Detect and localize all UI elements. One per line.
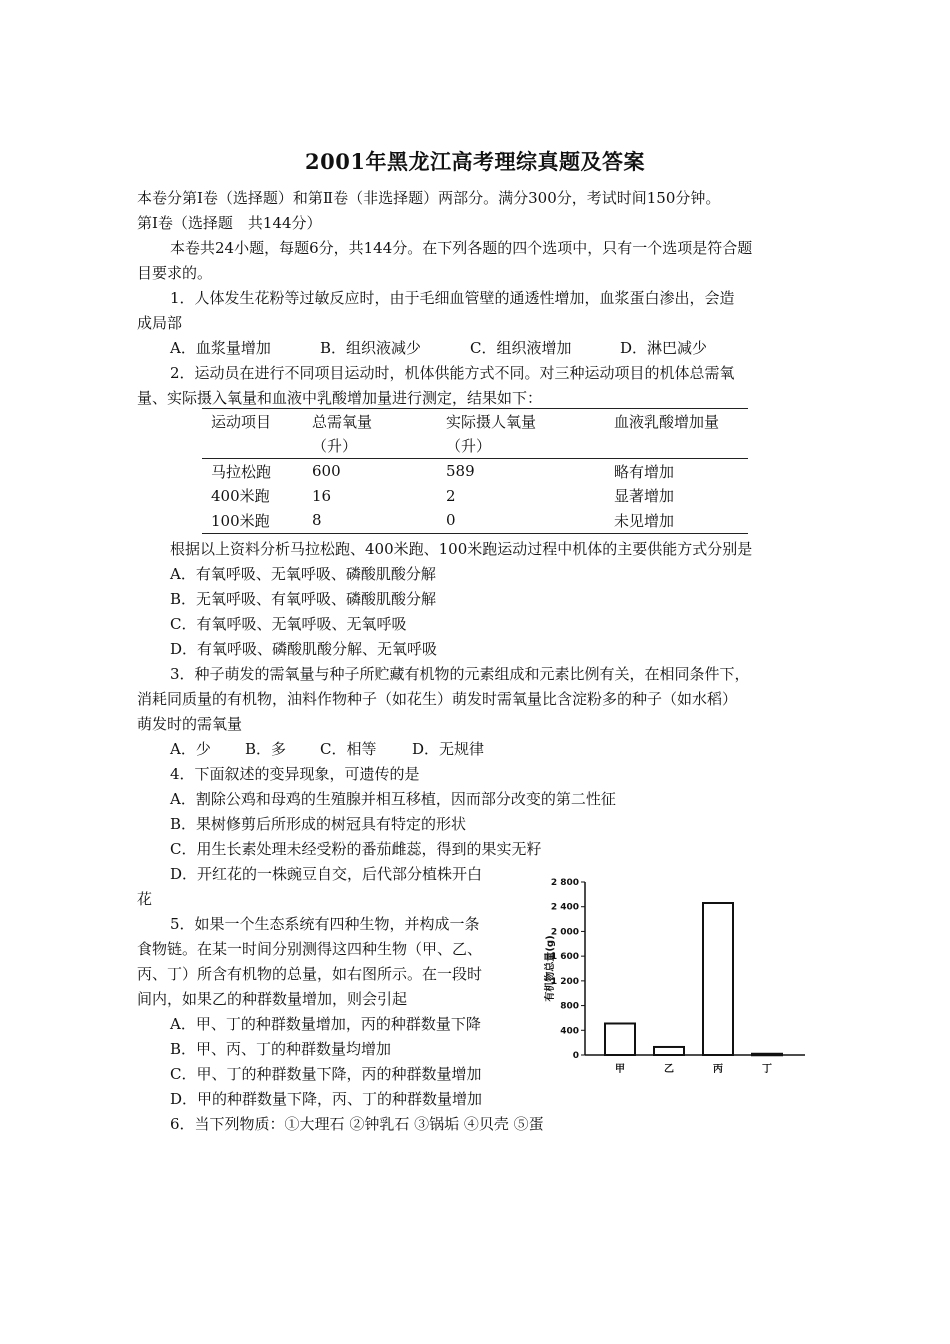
table-cell: 略有增加 xyxy=(614,462,675,481)
q5-stem-line-1: 5．如果一个生态系统有四种生物，并构成一条 xyxy=(170,915,480,933)
table-cell: 0 xyxy=(446,511,456,530)
x-tick-label: 丙 xyxy=(713,1064,723,1075)
table-header-unit xyxy=(202,434,303,459)
q5-option-d: D．甲的种群数量下降，丙、丁的种群数量增加 xyxy=(170,1090,483,1108)
table-header-cell: 实际摄人氧量 xyxy=(446,412,537,431)
q4-option-a: A．割除公鸡和母鸡的生殖腺并相互移植，因而部分改变的第二性征 xyxy=(170,790,616,808)
y-tick-label: 2 400 xyxy=(550,902,579,913)
table-header-unit-row xyxy=(202,434,748,459)
intro-text: 本卷分第Ⅰ卷（选择题）和第Ⅱ卷（非选择题）两部分。满分300分，考试时间150分钟。 xyxy=(137,189,721,207)
q5-stem-line-4: 间内，如果乙的种群数量增加，则会引起 xyxy=(137,990,408,1008)
table-cell: 显著增加 xyxy=(614,487,675,506)
q5-option-c: C．甲、丁的种群数量下降，丙的种群数量增加 xyxy=(170,1065,482,1083)
table-row xyxy=(202,484,748,509)
q3-stem-line-2: 消耗同质量的有机物，油料作物种子（如花生）萌发时需氧量比含淀粉多的种子（如水稻） xyxy=(137,690,738,708)
bar-2 xyxy=(654,1047,684,1055)
table-cell: 16 xyxy=(312,486,332,505)
q4-stem: 4．下面叙述的变异现象，可遗传的是 xyxy=(170,765,420,783)
q5-option-b: B．甲、丙、丁的种群数量均增加 xyxy=(170,1040,392,1058)
q3-options xyxy=(170,739,484,759)
y-tick-label: 2 000 xyxy=(550,927,579,938)
table-cell: 100米跑 xyxy=(211,511,270,530)
table-row xyxy=(202,508,748,533)
table-header-row xyxy=(202,409,748,434)
q4-option-c: C．用生长素处理未经受粉的番茄雌蕊，得到的果实无籽 xyxy=(170,840,542,858)
q2-option-c: C．有氧呼吸、无氧呼吸、无氧呼吸 xyxy=(170,615,407,633)
y-tick-label: 1 200 xyxy=(550,976,579,987)
q1-option-c: C．组织液增加 xyxy=(470,339,572,357)
table-header-unit: （升） xyxy=(303,434,437,459)
table-row xyxy=(202,459,748,484)
table-cell: 2 xyxy=(446,486,456,505)
q3-option-a: A．少 xyxy=(170,740,211,758)
q2-option-d: D．有氧呼吸、磷酸肌酸分解、无氧呼吸 xyxy=(170,640,438,658)
q6-stem: 6．当下列物质：①大理石 ②钟乳石 ③锅垢 ④贝壳 ⑤蛋 xyxy=(170,1115,544,1133)
q3-stem-line-1: 3．种子萌发的需氧量与种子所贮藏有机物的元素组成和元素比例有关，在相同条件下， xyxy=(170,665,750,683)
q5-stem-line-2: 食物链。在某一时间分别测得这四种生物（甲、乙、 xyxy=(137,940,483,958)
table-cell: 马拉松跑 xyxy=(211,462,272,481)
bar-1 xyxy=(605,1023,635,1055)
x-tick-label: 乙 xyxy=(664,1064,674,1075)
table-header-unit xyxy=(605,434,748,459)
q4-option-d-wrap: 花 xyxy=(137,890,153,908)
oxygen-table xyxy=(202,408,748,534)
table-cell: 未见增加 xyxy=(614,511,675,530)
y-tick-label: 0 xyxy=(572,1051,579,1061)
q5-option-a: A．甲、丁的种群数量增加，丙的种群数量下降 xyxy=(170,1015,481,1033)
q2-option-a: A．有氧呼吸、无氧呼吸、磷酸肌酸分解 xyxy=(170,565,436,583)
q3-option-d: D．无规律 xyxy=(412,740,485,758)
q5-stem-line-3: 丙、丁）所含有机物的总量，如右图所示。在一段时 xyxy=(137,965,483,983)
q3-option-c: C．相等 xyxy=(320,740,377,758)
organic-matter-bar-chart xyxy=(535,870,820,1085)
instructions-line-2: 目要求的。 xyxy=(137,264,213,282)
q3-option-b: B．多 xyxy=(245,740,287,758)
bar-3 xyxy=(703,903,733,1055)
q4-option-b: B．果树修剪后所形成的树冠具有特定的形状 xyxy=(170,815,467,833)
q1-option-d: D．淋巴减少 xyxy=(620,339,708,357)
page-title: 2001年黑龙江高考理综真题及答案 xyxy=(305,149,645,174)
y-tick-label: 1 600 xyxy=(550,952,579,963)
section-heading: 第Ⅰ卷（选择题 共144分） xyxy=(137,214,322,232)
q2-question: 根据以上资料分析马拉松跑、400米跑、100米跑运动过程中机体的主要供能方式分别是 xyxy=(170,540,753,558)
table-cell: 400米跑 xyxy=(211,487,270,506)
table-cell: 600 xyxy=(312,462,341,481)
table-cell: 8 xyxy=(312,511,322,530)
q2-option-b: B．无氧呼吸、有氧呼吸、磷酸肌酸分解 xyxy=(170,590,437,608)
q2-stem-line-1: 2．运动员在进行不同项目运动时，机体供能方式不同。对三种运动项目的机体总需氧 xyxy=(170,364,735,382)
q1-options xyxy=(170,338,707,358)
table-header-cell: 运动项目 xyxy=(211,412,272,431)
q3-stem-line-3: 萌发时的需氧量 xyxy=(137,715,243,733)
x-tick-label: 丁 xyxy=(762,1064,772,1075)
q1-option-b: B．组织液减少 xyxy=(320,339,422,357)
table-header-cell: 总需氧量 xyxy=(312,412,373,431)
table-cell: 589 xyxy=(446,462,475,481)
q2-stem-line-2: 量、实际摄入氧量和血液中乳酸增加量进行测定，结果如下： xyxy=(137,389,543,407)
q1-stem-line-1: 1．人体发生花粉等过敏反应时，由于毛细血管壁的通透性增加，血浆蛋白渗出，会造 xyxy=(170,289,735,307)
y-tick-label: 400 xyxy=(560,1026,579,1037)
y-tick-label: 2 800 xyxy=(550,878,579,888)
table-header-unit: （升） xyxy=(437,434,605,459)
q1-stem-line-2: 成局部 xyxy=(137,314,183,332)
y-axis-label: 有机物总量(g) xyxy=(545,935,556,1002)
bar-4 xyxy=(752,1054,782,1056)
x-tick-label: 甲 xyxy=(615,1064,625,1075)
y-tick-label: 800 xyxy=(560,1001,579,1012)
table-header-cell: 血液乳酸增加量 xyxy=(614,412,720,431)
instructions-line-1: 本卷共24小题，每题6分，共144分。在下列各题的四个选项中，只有一个选项是符合题 xyxy=(170,239,753,257)
q4-option-d: D．开红花的一株豌豆自交，后代部分植株开白 xyxy=(170,865,483,883)
q1-option-a: A．血浆量增加 xyxy=(170,339,271,357)
